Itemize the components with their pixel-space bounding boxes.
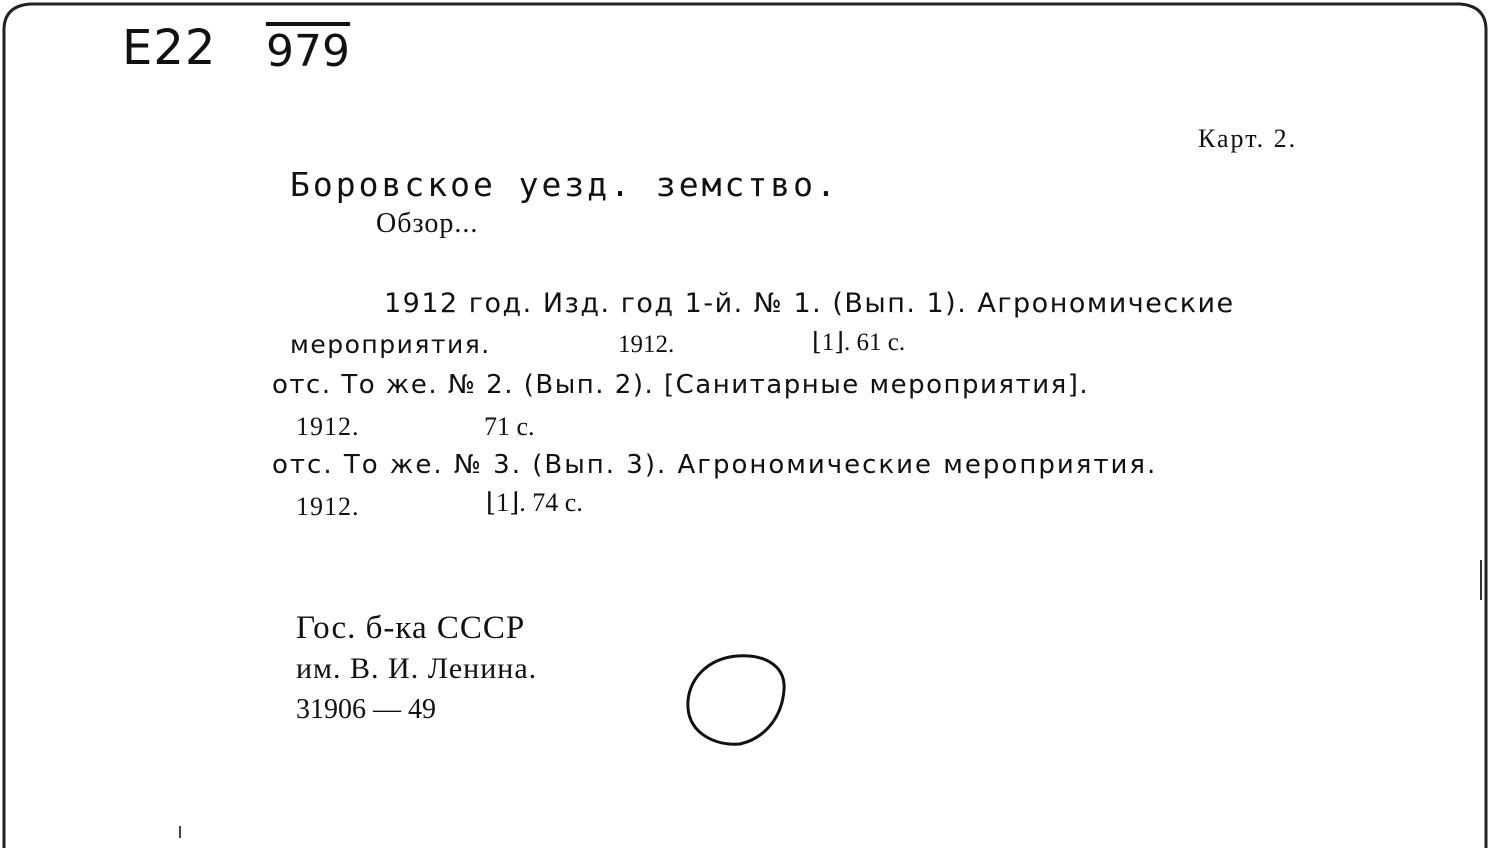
card-number: Карт. 2. (1198, 124, 1298, 153)
shelf-mark-sub: 979 (266, 26, 350, 77)
imprint-name: им. В. И. Ленина. (296, 652, 538, 685)
entry-3-line: отс. То же. № 3. (Вып. 3). Агрономические мероприятия. (272, 450, 1158, 480)
entry-3-year: 1912. (296, 492, 360, 521)
entry-1-pages: ⌊1⌋. 61 с. (812, 329, 906, 356)
entry-1-continuation: мероприятия. (290, 330, 491, 359)
entry-1-year: 1912. (618, 331, 675, 358)
entry-1-line: 1912 год. Изд. год 1-й. № 1. (Вып. 1). Агрономические (384, 288, 1235, 319)
card-hole-circle (682, 650, 792, 750)
entry-2-line: отс. То же. № 2. (Вып. 2). [Санитарные мероприятия]. (272, 370, 1090, 400)
entry-3-pages: ⌊1⌋. 74 с. (486, 488, 583, 517)
imprint-library: Гос. б-ка СССР (296, 610, 526, 646)
card-heading: Боровское уезд. земство. (290, 165, 839, 204)
entry-2-pages: 71 с. (484, 412, 535, 441)
entry-2-year: 1912. (296, 412, 360, 441)
card-title: Обзор... (376, 208, 479, 239)
imprint-number: 31906 — 49 (296, 694, 436, 725)
shelf-mark: E22 (122, 20, 217, 76)
